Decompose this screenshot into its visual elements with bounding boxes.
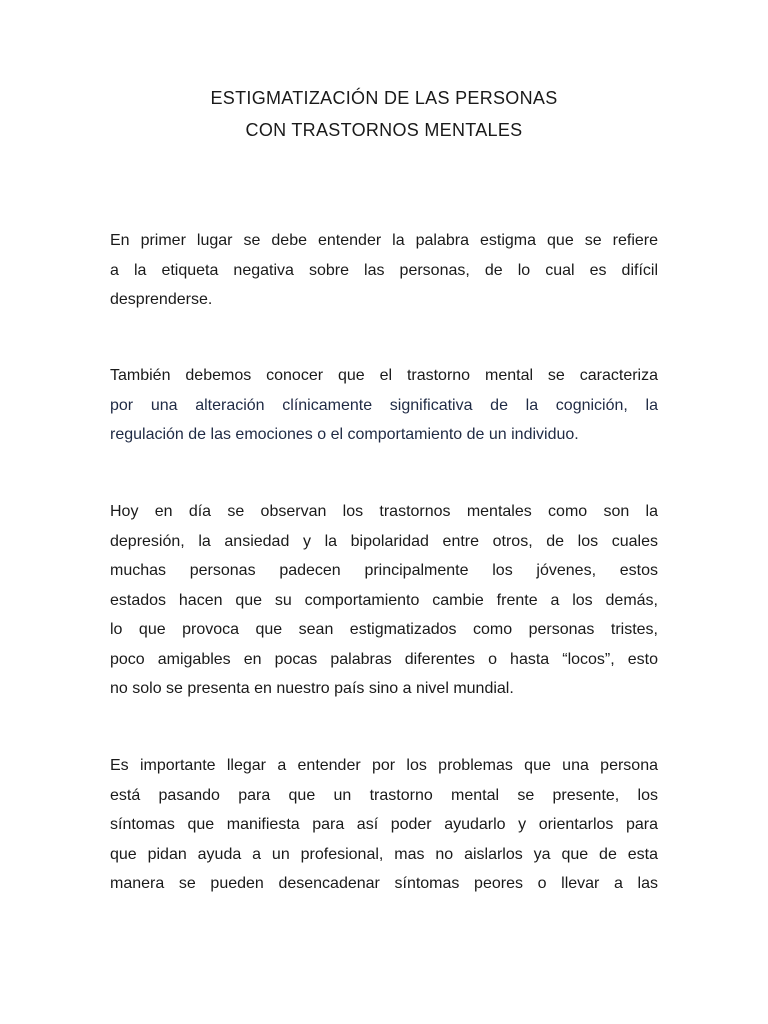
paragraph-line: desprenderse. [110, 291, 213, 308]
paragraph-line: por una alteración clínicamente significativa de la cognición, la [110, 396, 658, 414]
paragraph-4 [110, 751, 658, 899]
paragraph-line: está pasando para que un trastorno mental se presente, los [110, 786, 658, 804]
paragraph-2 [110, 361, 658, 450]
paragraph-3 [110, 497, 658, 704]
paragraph-line: regulación de las emociones o el comportamiento de un individuo. [110, 426, 579, 443]
paragraph-line: a la etiqueta negativa sobre las personas, de lo cual es difícil [110, 261, 658, 279]
paragraph-line: síntomas que manifiesta para así poder ayudarlo y orientarlos para [110, 816, 658, 833]
document-title-line-1: ESTIGMATIZACIÓN DE LAS PERSONAS [210, 88, 558, 108]
paragraph-line: que pidan ayuda a un profesional, mas no aislarlos ya que de esta [110, 845, 658, 863]
paragraph-1 [110, 226, 658, 315]
document-title-line-2: CON TRASTORNOS MENTALES [245, 120, 523, 140]
paragraph-line: poco amigables en pocas palabras diferentes o hasta “locos”, esto [110, 650, 658, 668]
paragraph-line: estados hacen que su comportamiento cambie frente a los demás, [110, 591, 658, 609]
paragraph-line: muchas personas padecen principalmente los jóvenes, estos [110, 562, 658, 579]
paragraph-line: lo que provoca que sean estigmatizados como personas tristes, [110, 621, 658, 638]
paragraph-line: depresión, la ansiedad y la bipolaridad entre otros, de los cuales [110, 532, 658, 550]
paragraph-line: En primer lugar se debe entender la palabra estigma que se refiere [110, 232, 658, 249]
paragraph-line: Hoy en día se observan los trastornos mentales como son la [110, 503, 658, 520]
paragraph-line: Es importante llegar a entender por los problemas que una persona [110, 757, 658, 774]
paragraph-line: También debemos conocer que el trastorno mental se caracteriza [110, 367, 658, 384]
paragraph-line: manera se pueden desencadenar síntomas peores o llevar a las [110, 875, 658, 892]
paragraph-line: no solo se presenta en nuestro país sino a nivel mundial. [110, 680, 514, 697]
